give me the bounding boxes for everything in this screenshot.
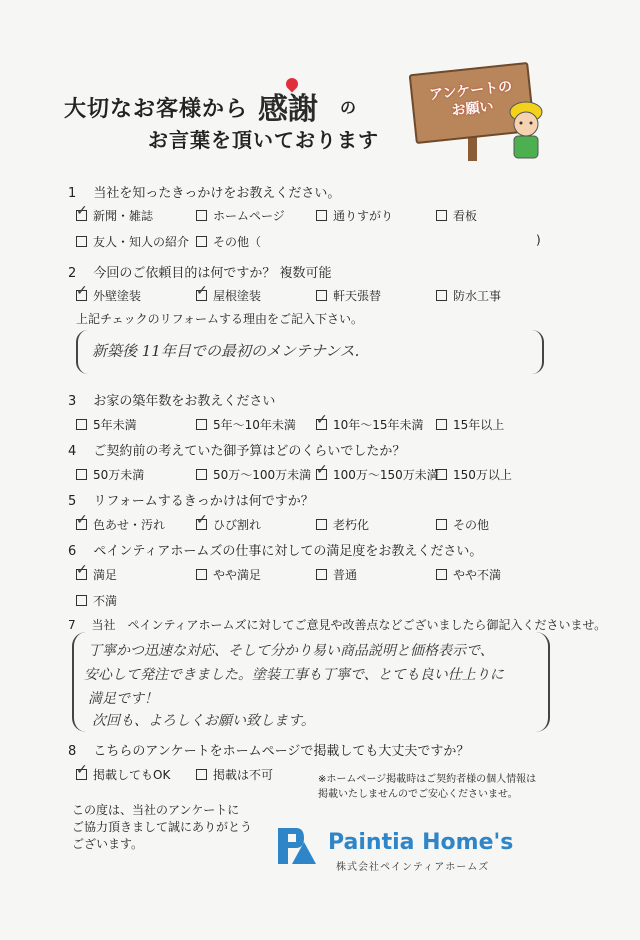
option-label: やや満足 — [213, 568, 262, 582]
checkbox[interactable] — [436, 419, 447, 430]
q7-answer-line1: 丁寧かつ迅速な対応、そして分かり易い商品説明と価格表示で、 — [88, 643, 494, 659]
q5-option-4[interactable] — [436, 516, 489, 533]
option-label: 5年未満 — [93, 418, 137, 432]
note-line1: ※ホームページ掲載時はご契約者様の個人情報は — [318, 774, 537, 785]
checkbox[interactable] — [436, 210, 447, 221]
q5-heading — [68, 490, 314, 509]
q6-option-3[interactable] — [316, 566, 357, 583]
checkbox-checked[interactable]: ✓ — [76, 283, 88, 299]
checkbox[interactable] — [436, 519, 447, 530]
header-title-line1 — [64, 92, 248, 123]
q1-option-5[interactable] — [76, 233, 189, 250]
q4-option-1[interactable] — [76, 466, 144, 483]
note-line2: 掲載いたしませんのでご安心くださいませ。 — [318, 789, 518, 800]
q7-number: 7 — [68, 618, 76, 632]
option-label: 軒天張替 — [333, 289, 382, 303]
checkbox[interactable] — [316, 569, 327, 580]
q2-number: 2 — [68, 266, 77, 281]
checkbox-checked[interactable]: ✓ — [76, 512, 88, 528]
checkbox[interactable] — [316, 290, 327, 301]
option-label: 防水工事 — [453, 289, 502, 303]
header-no: の — [340, 98, 358, 117]
q5-text: リフォームするきっかけは何ですか？ — [93, 494, 314, 509]
checkbox[interactable] — [436, 569, 447, 580]
worker-character-icon — [506, 98, 546, 160]
option-label: 友人・知人の紹介 — [93, 235, 190, 249]
checkbox-checked[interactable]: ✓ — [316, 462, 328, 478]
option-label: 10年～15年未満 — [333, 418, 424, 432]
q3-heading — [68, 390, 275, 409]
q8-number: 8 — [68, 744, 77, 759]
option-label: ホームページ — [213, 209, 285, 223]
option-label: 50万～100万未満 — [213, 468, 312, 482]
q1-option-3[interactable] — [316, 207, 393, 224]
q1-close-paren: ) — [536, 233, 541, 247]
q2-option-2[interactable] — [196, 283, 262, 304]
q4-option-3[interactable] — [316, 462, 439, 483]
q4-option-4[interactable] — [436, 466, 512, 483]
checkbox[interactable] — [316, 519, 327, 530]
q6-option-1[interactable] — [76, 562, 118, 583]
paintia-logo-mark-icon — [274, 824, 320, 868]
option-label: その他 — [453, 518, 490, 532]
q2-handwritten-answer: 新築後 11年目での最初のメンテナンス. — [92, 342, 360, 360]
q5-number: 5 — [68, 494, 77, 509]
checkbox-checked[interactable]: ✓ — [76, 562, 88, 578]
thanks-line2: ご協力頂きまして誠にありがとう — [72, 820, 253, 834]
q7-answer-line3: 満足です！ — [88, 691, 158, 707]
q4-option-2[interactable] — [196, 466, 311, 483]
option-label: 満足 — [93, 568, 118, 582]
checkbox[interactable] — [436, 469, 447, 480]
checkbox-checked[interactable]: ✓ — [76, 762, 88, 778]
option-label: 老朽化 — [333, 518, 370, 532]
option-label: 5年～10年未満 — [213, 418, 296, 432]
q3-number: 3 — [68, 394, 77, 409]
option-label: 50万未満 — [93, 468, 145, 482]
logo-name: Paintia Home's — [328, 830, 514, 855]
option-label: 不満 — [93, 594, 118, 608]
option-label: やや不満 — [453, 568, 502, 582]
q3-option-3[interactable] — [316, 412, 424, 433]
q4-heading — [68, 440, 405, 459]
option-label: 色あせ・汚れ — [93, 518, 166, 532]
q1-option-4[interactable] — [436, 207, 477, 224]
q1-text: 当社を知ったきっかけをお教えください。 — [93, 186, 341, 201]
q5-option-1[interactable] — [76, 512, 166, 533]
checkbox[interactable] — [436, 290, 447, 301]
option-label: その他（ — [213, 235, 262, 249]
checkbox[interactable] — [76, 595, 87, 606]
header-title-line2: お言葉を頂いております — [148, 128, 379, 152]
thanks-message — [72, 802, 252, 853]
q1-option-1[interactable] — [76, 203, 154, 224]
checkbox[interactable] — [196, 769, 207, 780]
sign-line1: アンケートの — [428, 78, 513, 104]
q6-option-2[interactable] — [196, 566, 261, 583]
q2-option-3[interactable] — [316, 287, 381, 304]
q3-text: お家の築年数をお教えください — [93, 394, 276, 409]
header-kansha: 感謝 — [258, 92, 318, 127]
thanks-line1: この度は、当社のアンケートに — [72, 803, 240, 817]
option-label: 掲載してもOK — [93, 768, 171, 782]
checkbox-checked[interactable]: ✓ — [76, 203, 88, 219]
q6-option-4[interactable] — [436, 566, 501, 583]
q8-option-1[interactable] — [76, 762, 171, 783]
checkbox[interactable] — [196, 469, 207, 480]
option-label: 通りすがり — [333, 209, 394, 223]
q2-text: 今回のご依頼目的は何ですか？ 複数可能 — [93, 266, 332, 281]
q4-text: ご契約前の考えていた御予算はどのくらいでしたか？ — [93, 444, 406, 459]
q1-option-6[interactable] — [196, 233, 261, 250]
option-label: ひび割れ — [213, 518, 262, 532]
q7-text: 当社 ペインティアホームズに対してご意見や改善点などございましたら御記入くださいませ。 — [91, 618, 607, 632]
q1-heading — [68, 182, 340, 201]
q8-heading — [68, 740, 469, 759]
checkbox[interactable] — [196, 236, 207, 247]
checkbox-checked[interactable]: ✓ — [316, 412, 328, 428]
q7-heading — [68, 616, 606, 633]
option-label: 新聞・雑誌 — [93, 209, 154, 223]
q3-option-4[interactable] — [436, 416, 504, 433]
option-label: 普通 — [333, 568, 358, 582]
logo-subtitle: 株式会社ペインティアホームズ — [336, 862, 490, 873]
option-label: 15年以上 — [453, 418, 505, 432]
option-label: 掲載は不可 — [213, 768, 274, 782]
q2-option-4[interactable] — [436, 287, 501, 304]
q6-option-5[interactable] — [76, 592, 117, 609]
q2-option-1[interactable] — [76, 283, 142, 304]
privacy-note — [318, 772, 536, 802]
checkbox[interactable] — [196, 419, 207, 430]
option-label: 100万～150万未満 — [333, 468, 439, 482]
checkbox[interactable] — [76, 236, 87, 247]
checkbox[interactable] — [196, 210, 207, 221]
q5-option-3[interactable] — [316, 516, 369, 533]
option-label: 外壁塗装 — [93, 289, 142, 303]
sign-line2: お願い — [450, 98, 495, 120]
q2-heading — [68, 262, 332, 281]
q3-option-2[interactable] — [196, 416, 296, 433]
q8-option-2[interactable] — [196, 766, 273, 783]
q6-heading — [68, 540, 482, 559]
option-label: 150万以上 — [453, 468, 512, 482]
q5-option-2[interactable] — [196, 512, 262, 533]
checkbox-checked[interactable]: ✓ — [196, 512, 208, 528]
q1-number: 1 — [68, 186, 77, 201]
q7-answer-line4: 次回も、よろしくお願い致します。 — [92, 713, 315, 729]
checkbox[interactable] — [316, 210, 327, 221]
q4-number: 4 — [68, 444, 77, 459]
q2-sub-prompt: 上記チェックのリフォームする理由をご記入下さい。 — [76, 312, 364, 326]
option-label: 屋根塗装 — [213, 289, 262, 303]
header-text-a: 大切なお客様から — [64, 97, 249, 122]
checkbox[interactable] — [76, 419, 87, 430]
q3-option-1[interactable] — [76, 416, 137, 433]
option-label: 看板 — [453, 209, 478, 223]
checkbox-checked[interactable]: ✓ — [196, 283, 208, 299]
checkbox[interactable] — [76, 469, 87, 480]
checkbox[interactable] — [196, 569, 207, 580]
q6-text: ペインティアホームズの仕事に対しての満足度をお教えください。 — [93, 544, 483, 559]
q6-number: 6 — [68, 544, 77, 559]
q1-option-2[interactable] — [196, 207, 285, 224]
q7-answer-line2: 安心して発注できました。塗装工事も丁寧で、とても良い仕上りに — [84, 667, 504, 683]
q8-text: こちらのアンケートをホームページで掲載しても大丈夫ですか？ — [93, 744, 470, 759]
thanks-line3: ございます。 — [72, 837, 144, 851]
